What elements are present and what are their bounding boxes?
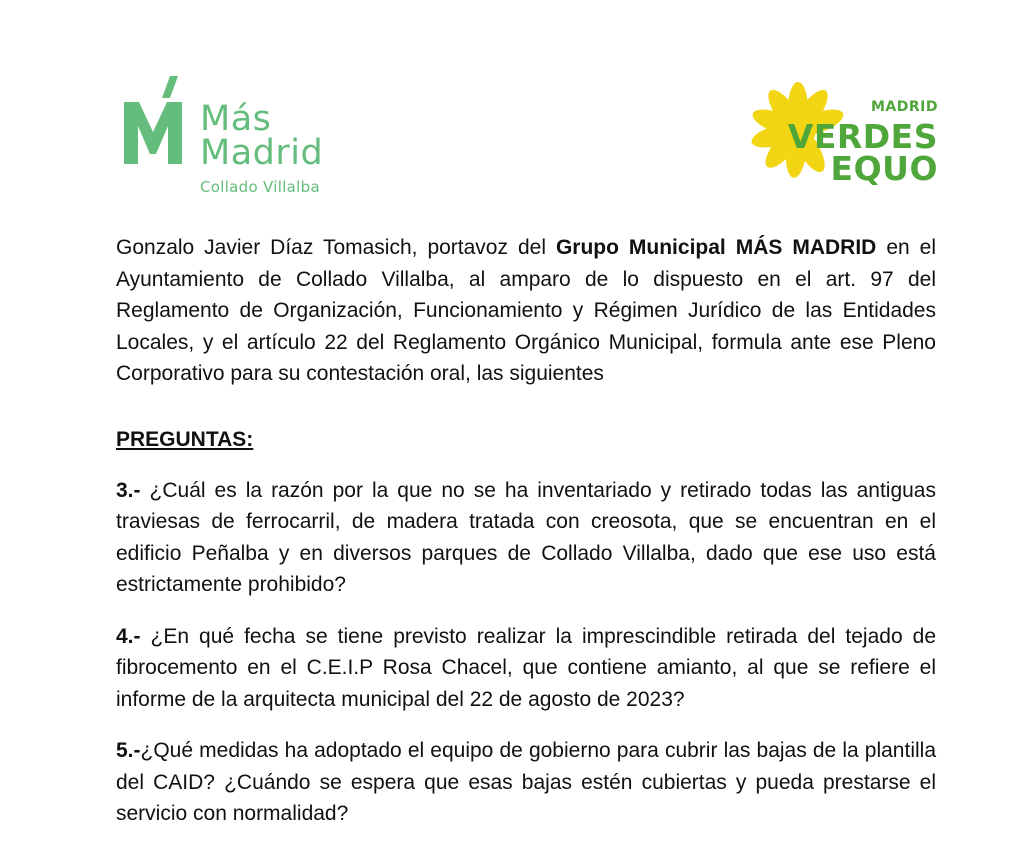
intro-bold-group: Grupo Municipal MÁS MADRID [555,236,877,259]
logo-left-word1: Más [200,99,272,139]
question-text: ¿Qué medidas ha adoptado el equipo de gobierno para cubrir las bajas de la plantilla del CAID? ¿Cuándo se espera que esas bajas estén cubiertas y pueda prestarse el servicio con normalidad? [116,739,936,825]
logo-right-small: MADRID [871,99,938,115]
question-3 [116,475,936,601]
question-number: 5.- [116,739,141,762]
mas-madrid-logo [120,74,360,199]
question-text: ¿Cuál es la razón por la que no se ha inventariado y retirado todas las antiguas traviesas de ferrocarril, de madera tratada con creosota, que se encuentran en el edificio Peñalba y en diversos parques de Collado Villalba, dado que ese uso está estrictamente prohibido? [116,478,936,596]
question-text: ¿En qué fecha se tiene previsto realizar la imprescindible retirada del tejado de fibrocemento en el C.E.I.P Rosa Chacel, que contiene amianto, al que se refiere el informe de la arquitecta municipal del 22 de agosto de 2023? [116,624,936,711]
intro-text-a: Gonzalo Javier Díaz Tomasich, portavoz del [116,236,556,259]
question-4 [116,621,936,716]
mas-madrid-m-icon [120,74,195,169]
question-number: 3.- [116,478,141,502]
section-heading: PREGUNTAS: [116,427,254,451]
logo-left-subtitle: Collado Villalba [200,178,320,196]
verdes-equo-logo [740,72,940,192]
intro-paragraph [116,232,936,390]
logo-right-line1: VERDES [787,117,938,156]
intro-text-b: en el Ayuntamiento de Collado Villalba, al amparo de lo dispuesto en el art. 97 del Reglamento de Organización, Funcionamiento y Régimen Jurídico de las Entidades Locales, y el artículo 22 del Reglamento Orgánico Municipal, formula ante ese Pleno Corporativo para su contestación oral, las siguientes [116,236,937,385]
question-number: 4.- [116,624,141,648]
document-body [116,232,936,830]
logo-right-line2: EQUO [830,149,938,188]
question-5 [116,735,936,830]
logo-left-word2: Madrid [200,133,324,173]
